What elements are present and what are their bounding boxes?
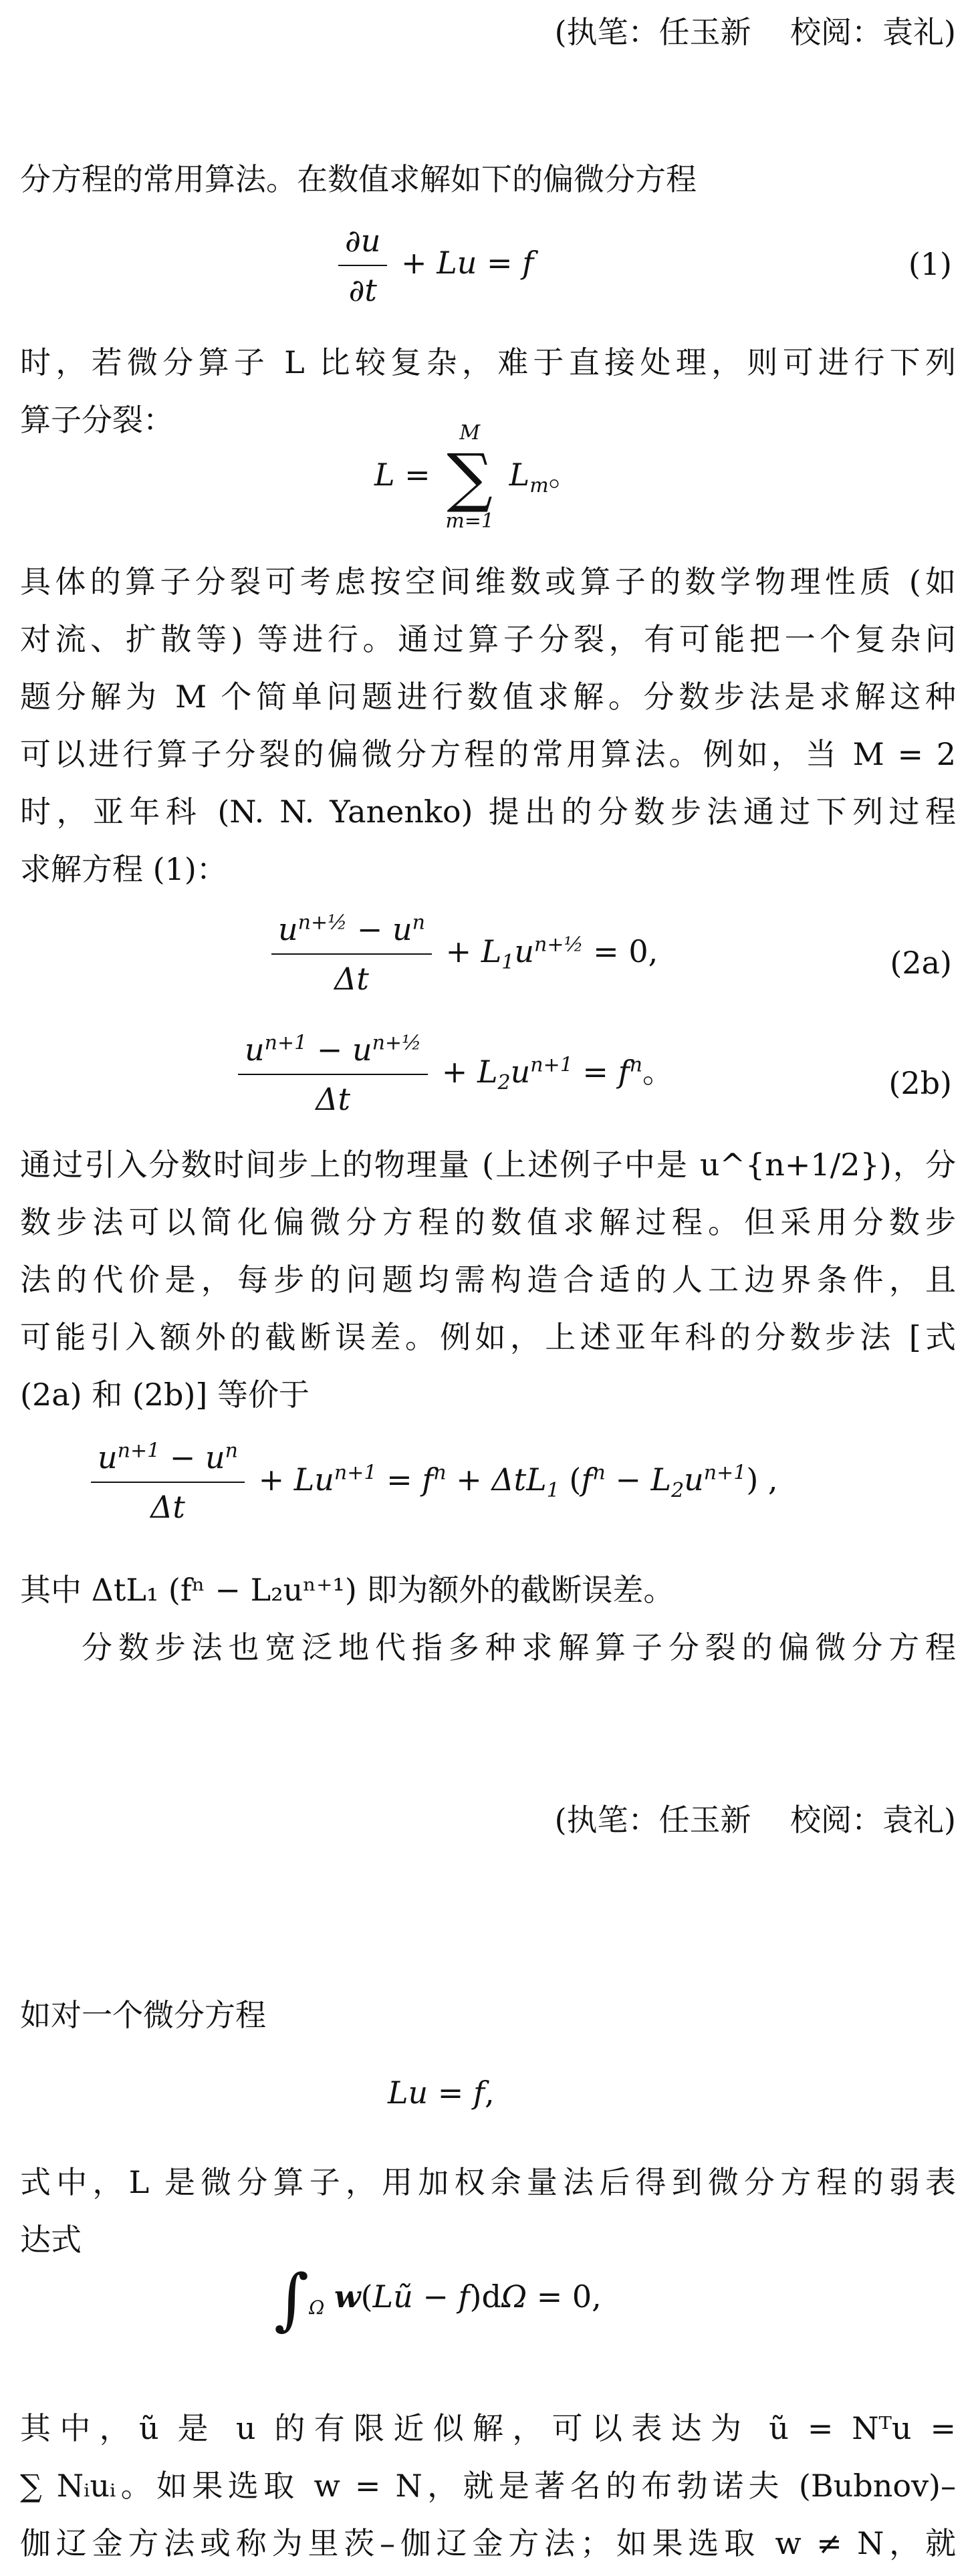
entry1-credit: (执笔：任玉新 校阅：袁礼) bbox=[554, 1802, 956, 1838]
entry1-heading bbox=[20, 94, 956, 150]
entry1-p5-l1: 分数步法也宽泛地代指多种求解算子分裂的偏微分方程 bbox=[82, 1629, 956, 1665]
entry1-p3-l3: 法的代价是，每步的问题均需构造合适的人工边界条件，且 bbox=[20, 1262, 956, 1298]
entry1-p2-l4: 可以进行算子分裂的偏微分方程的常用算法。例如，当 M = 2 bbox=[20, 736, 956, 772]
equation-lu: Lu = f, bbox=[388, 2075, 495, 2111]
equation-2a: $\frac{u^{n+\frac{1}{2}} - u^n}{\Delta t}$ + $L_1u^{n+\frac{1}{2}} = 0$, bbox=[267, 909, 658, 999]
entry2-line5: 其中，ũ 是 u 的有限近似解，可以表达为 ũ = Nᵀu = bbox=[20, 2410, 956, 2446]
equation-integral: $\int_\Omega$ w(Lũ − f)dΩ = 0, bbox=[274, 2260, 602, 2338]
entry1-p2-l5: 时，亚年科 (N. N. Yanenko) 提出的分数步法通过下列过程 bbox=[20, 794, 956, 830]
entry1-p2-l1: 具体的算子分裂可考虑按空间维数或算子的数学物理性质 (如 bbox=[20, 564, 956, 600]
entry1-p3-l5: (2a) 和 (2b)] 等价于 bbox=[20, 1377, 310, 1413]
entry1-p5-l3 bbox=[20, 1734, 956, 1790]
entry1-p2-l6: 求解方程 (1)： bbox=[20, 851, 227, 887]
entry1-p3-l2: 数步法可以简化偏微分方程的数值求解过程。但采用分数步 bbox=[20, 1204, 956, 1240]
sum-lower-limit: m=1 bbox=[445, 509, 495, 533]
entry2-line2: 如对一个微分方程 bbox=[20, 1997, 266, 2033]
equation-2b-number: (2b) bbox=[888, 1065, 952, 1101]
entry1-p5-l2 bbox=[20, 1677, 956, 1733]
equation-2b: $\frac{u^{n+1} - u^{n+\frac{1}{2}}}{\Delta t}$ + $L_2u^{n+1} = f^n$。 bbox=[234, 1030, 673, 1119]
entry2-line6: ∑ Nᵢuᵢ。如果选取 w = N，就是著名的布勃诺夫 (Bubnov)– bbox=[20, 2468, 956, 2504]
equation-1: $\frac{\partial u}{\partial t}$ + Lu = f bbox=[334, 221, 533, 310]
entry2-line3: 式中，L 是微分算子，用加权余量法后得到微分方程的弱表 bbox=[20, 2164, 956, 2200]
entry2-heading bbox=[20, 1872, 956, 1928]
equation-equivalent: $\frac{u^{n+1} - u^n}{\Delta t}$ + $Lu^{n+1} = f^n + \Delta tL_1$ $(f^n - L_2u^{n+1})$ , bbox=[87, 1437, 778, 1527]
entry1-line4: 算子分裂： bbox=[20, 402, 174, 438]
entry2-line1 bbox=[20, 1929, 956, 1986]
entry1-p3-l1: 通过引入分数时间步上的物理量 (上述例子中是 u^{n+1/2})，分 bbox=[20, 1147, 956, 1183]
entry1-line2: 分方程的常用算法。在数值求解如下的偏微分方程 bbox=[20, 161, 697, 197]
sum-upper-limit: M bbox=[459, 421, 481, 445]
entry2-line4: 达式 bbox=[20, 2222, 82, 2258]
credit-top: (执笔：任玉新 校阅：袁礼) bbox=[554, 14, 956, 50]
entry2-line7: 伽辽金方法或称为里茨–伽辽金方法；如果选取 w ≠ N，就 bbox=[20, 2525, 956, 2561]
entry1-p2-l2: 对流、扩散等) 等进行。通过算子分裂，有可能把一个复杂问 bbox=[20, 621, 956, 657]
equation-sum: L = M ∑ m=1 $L_m$。 bbox=[374, 421, 580, 533]
entry1-line3: 时，若微分算子 L 比较复杂，难于直接处理，则可进行下列 bbox=[20, 344, 956, 380]
entry1-p2-l3: 题分解为 M 个简单问题进行数值求解。分数步法是求解这种 bbox=[20, 679, 956, 715]
equation-2a-number: (2a) bbox=[890, 945, 952, 981]
entry1-p4-l1: 其中 ΔtL₁ (fⁿ − L₂uⁿ⁺¹) 即为额外的截断误差。 bbox=[20, 1572, 675, 1608]
equation-1-number: (1) bbox=[908, 246, 952, 282]
entry1-p3-l4: 可能引入额外的截断误差。例如，上述亚年科的分数步法 [式 bbox=[20, 1319, 956, 1355]
